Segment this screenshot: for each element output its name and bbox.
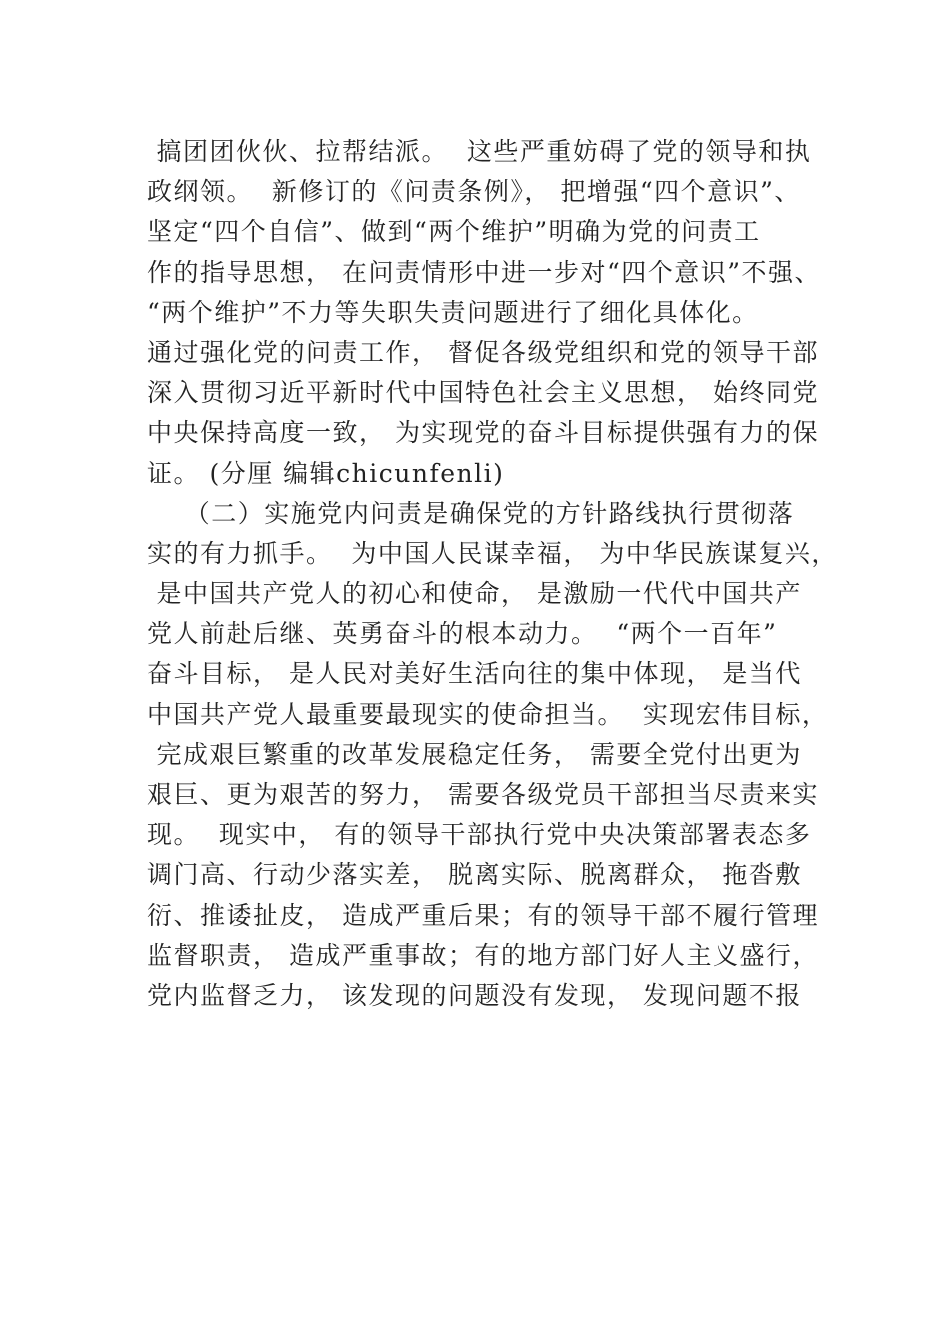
text-line-15: 中国共产党人最重要最现实的使命担当。 实现宏伟目标， [147,699,829,729]
text-line-21: 监督职责， 造成严重事故；有的地方部门好人主义盛行， [147,940,819,970]
text-line-13: 党人前赴后继、英勇奋斗的根本动力。 “两个一百年” [147,619,778,649]
text-line-9: 证。 (分厘 编辑chicunfenli) [147,458,505,488]
text-line-7: 深入贯彻习近平新时代中国特色社会主义思想， 始终同党 [147,378,819,408]
text-line-1: 搞团团伙伙、拉帮结派。 这些严重妨碍了党的领导和执 [147,137,812,166]
text-line-20: 衍、推诿扯皮， 造成严重后果；有的领导干部不履行管理 [147,900,819,930]
text-line-6: 通过强化党的问责工作， 督促各级党组织和党的领导干部 [147,337,819,367]
body-text [147,132,837,1016]
text-line-11: 实的有力抓手。 为中国人民谋幸福， 为中华民族谋复兴， [147,538,838,568]
text-line-18: 现。 现实中， 有的领导干部执行党中央决策部署表态多 [147,820,812,850]
text-line-16: 完成艰巨繁重的改革发展稳定任务， 需要全党付出更为 [147,739,802,769]
text-line-5: “两个维护”不力等失职失责问题进行了细化具体化。 [147,297,759,327]
text-line-4: 作的指导思想， 在问责情形中进一步对“四个意识”不强、 [147,257,822,287]
text-line-22: 党内监督乏力， 该发现的问题没有发现， 发现问题不报 [147,980,802,1010]
text-line-17: 艰巨、更为艰苦的努力， 需要各级党员干部担当尽责来实 [147,780,819,809]
text-line-2: 政纲领。 新修订的《问责条例》， 把增强“四个意识”、 [147,177,801,207]
text-line-3: 坚定“四个自信”、做到“两个维护”明确为党的问责工 [147,217,761,247]
text-line-19: 调门高、行动少落实差， 脱离实际、脱离群众， 拖沓敷 [147,860,802,890]
text-line-10: （二）实施党内问责是确保党的方针路线执行贯彻落 [147,498,795,528]
text-line-8: 中央保持高度一致， 为实现党的奋斗目标提供强有力的保 [147,418,819,448]
text-line-14: 奋斗目标， 是人民对美好生活向往的集中体现， 是当代 [147,659,802,689]
text-line-12: 是中国共产党人的初心和使命， 是激励一代代中国共产 [147,579,802,609]
